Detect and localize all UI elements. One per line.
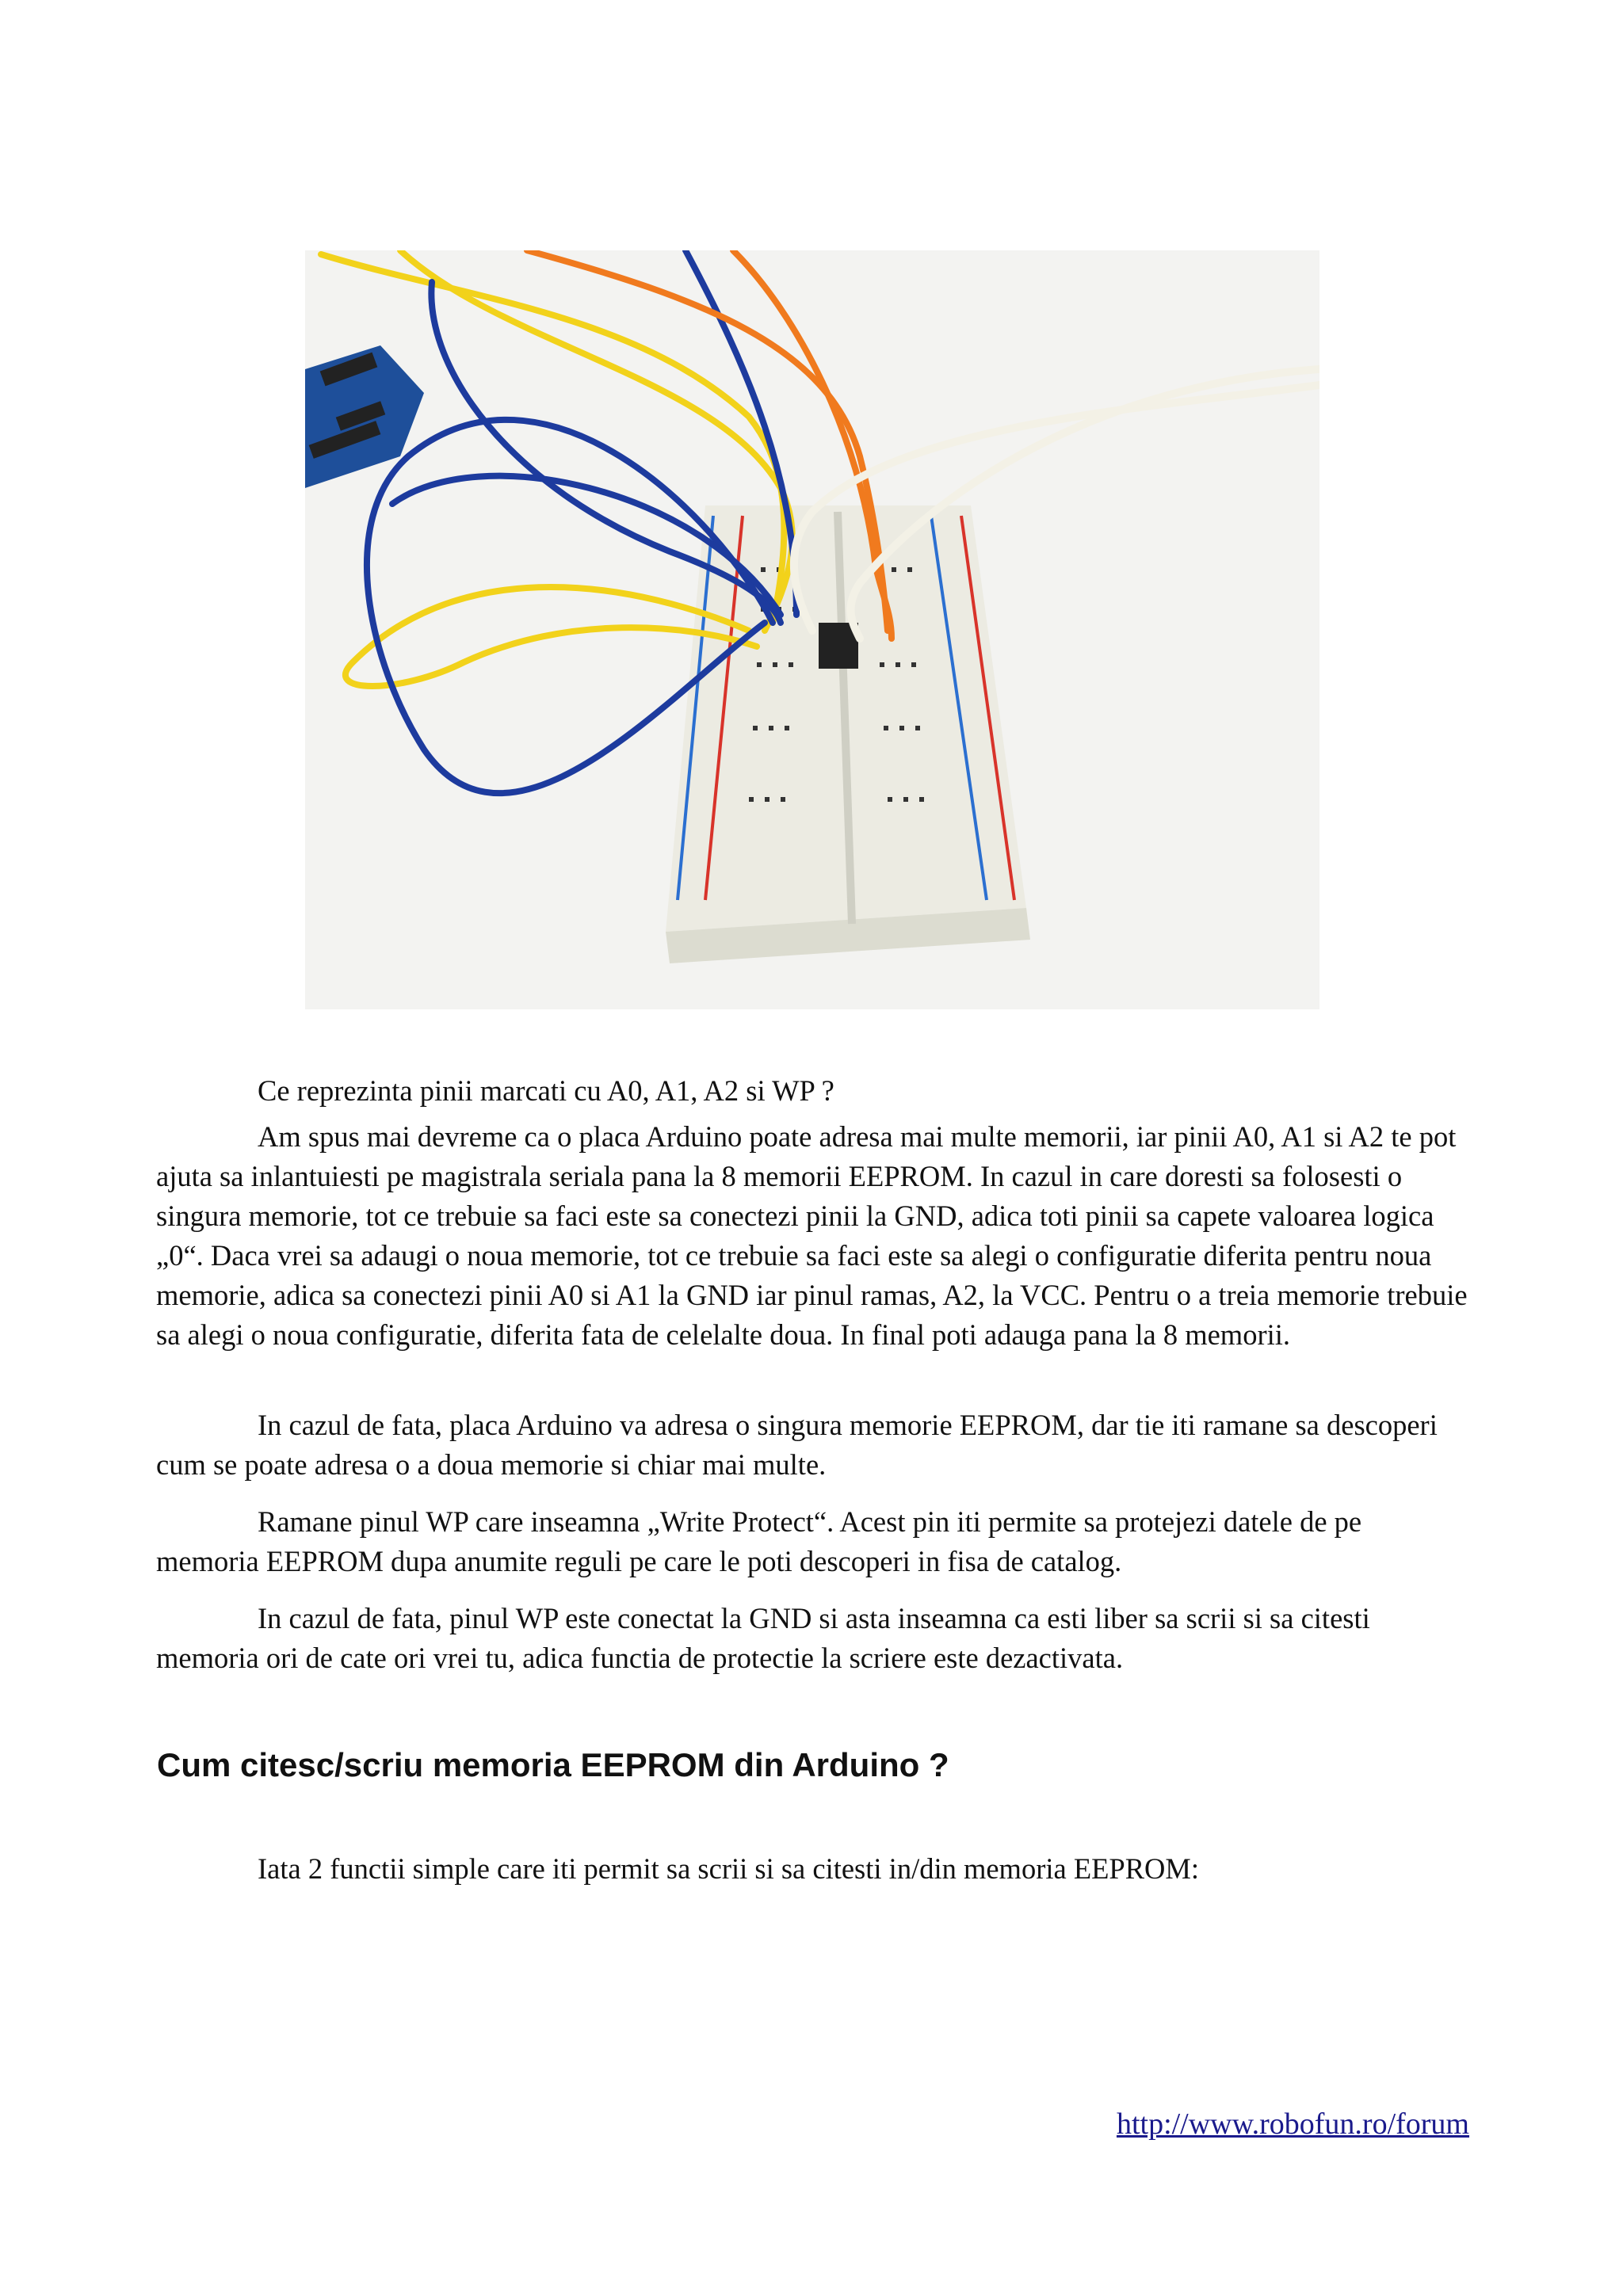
paragraph-write-protect: Ramane pinul WP care inseamna „Write Protect“. Acest pin iti permite sa protejezi datele de pe memoria EEPROM dupa anumite reguli pe care le poti descoperi in fisa de catalog. [156,1505,1362,1577]
paragraph-wp-gnd: In cazul de fata, pinul WP este conectat la GND si asta inseamna ca esti liber sa scrii si sa citesti memoria ori de cate ori vrei tu, adica functia de protectie la scriere este dezactivata. [156,1602,1370,1674]
paragraph-functions-intro: Iata 2 functii simple care iti permit sa scrii si sa citesti in/din memoria EEPROM: [258,1852,1200,1885]
paragraph-question: Ce reprezinta pinii marcati cu A0, A1, A2 si WP ? [258,1074,834,1107]
paragraph-single-memory: In cazul de fata, placa Arduino va adresa o singura memorie EEPROM, dar tie iti ramane sa descoperi cum se poate adresa o a doua memorie si chiar mai multe. [156,1409,1438,1481]
section-heading: Cum citesc/scriu memoria EEPROM din Arduino ? [157,1746,949,1783]
breadboard-photo [305,250,1319,1009]
paragraph-address-pins: Am spus mai devreme ca o placa Arduino poate adresa mai multe memorii, iar pinii A0, A1 si A2 te pot ajuta sa inlantuiesti pe magistrala seriala pana la 8 memorii EEPROM. In cazul in care doresti sa folosesti o singura memorie, tot ce trebuie sa faci este sa conectezi pinii la GND, adica toti pinii sa capete valoarea logica „0“. Daca vrei sa adaugi o noua memorie, tot ce trebuie sa faci este sa alegi o configuratie diferita pentru noua memorie, adica sa conectezi pinii A0 si A1 la GND iar pinul ramas, A2, la VCC. Pentru o a treia memorie trebuie sa alegi o noua configuratie, diferita fata de celelalte doua. In final poti adauga pana la 8 memorii. [156,1120,1468,1351]
forum-link[interactable]: http://www.robofun.ro/forum [1116,2107,1469,2141]
